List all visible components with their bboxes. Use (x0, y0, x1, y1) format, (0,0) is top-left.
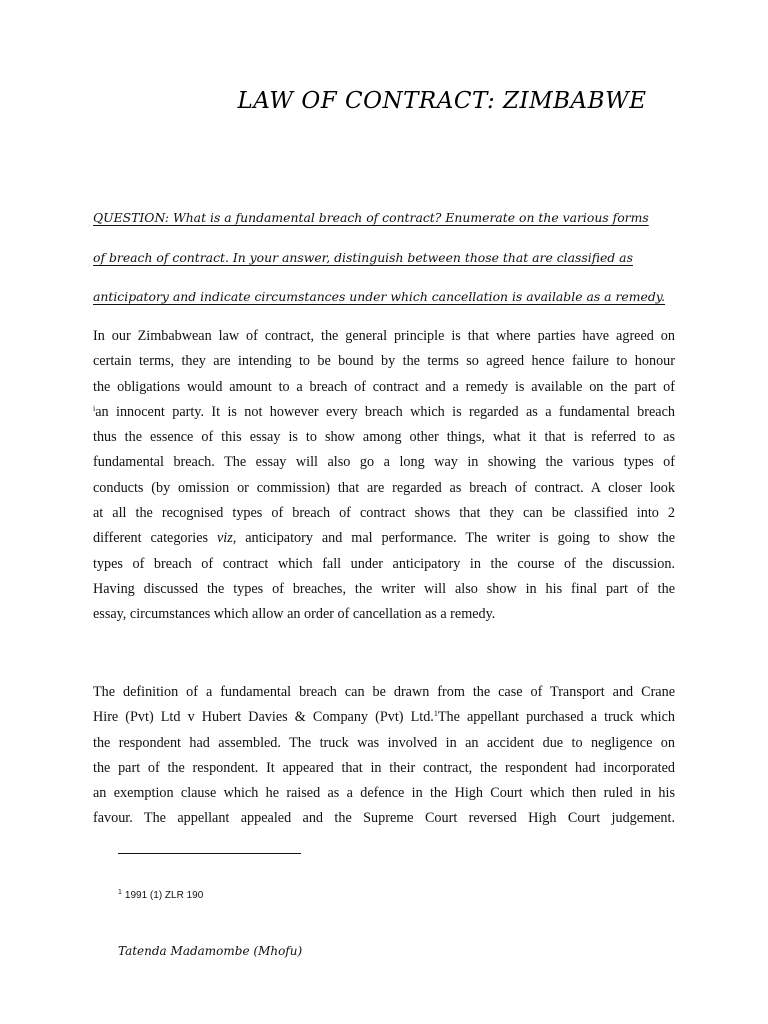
paragraph-line: $^i$an innocent party. It is not however every breach which is regarded as a fundamental breach (93, 403, 675, 420)
endnote-marker: i (93, 403, 96, 413)
question-line: QUESTION: What is a fundamental breach of contract? Enumerate on the various forms (93, 210, 649, 225)
footnote-reference[interactable]: 1 (433, 709, 438, 719)
paragraph-line: the part of the respondent. It appeared that in their contract, the respondent had incorporated (93, 759, 675, 776)
paragraph-line: favour. The appellant appealed and the Supreme Court reversed High Court judgement. (93, 810, 675, 827)
footnote-text: 1991 (1) ZLR 190 (124, 890, 204, 901)
footnote (118, 890, 203, 901)
definition-paragraph (93, 680, 675, 832)
paragraph-line: the respondent had assembled. The truck was involved in an accident due to negligence on (93, 734, 675, 751)
document-title: LAW OF CONTRACT: ZIMBABWE (237, 88, 647, 114)
paragraph-line: at all the recognised types of breach of contract shows that they can be classified into 2 (93, 505, 675, 522)
intro-paragraph (93, 324, 675, 628)
paragraph-line: The definition of a fundamental breach can be drawn from the case of Transport and Crane (93, 684, 675, 700)
paragraph-line: conducts (by omission or commission) that are regarded as breach of contract. A closer look (93, 479, 675, 496)
paragraph-line: the obligations would amount to a breach of contract and a remedy is available on the part of (93, 378, 675, 395)
author-name: Tatenda Madamombe (Mhofu) (118, 944, 303, 958)
paragraph-line: thus the essence of this essay is to show among other things, what it that is referred to as (93, 429, 675, 446)
question-block (93, 198, 683, 317)
italic-term: viz, (216, 530, 237, 547)
footnote-number: 1 (118, 889, 122, 896)
paragraph-line: an exemption clause which he raised as a defence in the High Court which then ruled in his (93, 785, 675, 802)
footnote-separator (118, 853, 301, 854)
paragraph-line: Having discussed the types of breaches, the writer will also show in his final part of the (93, 580, 675, 597)
paragraph-line: Hire (Pvt) Ltd v Hubert Davies & Company (Pvt) Ltd.$^1$The appellant purchased a truck which (93, 709, 675, 726)
paragraph-line: essay, circumstances which allow an order of cancellation as a remedy. (93, 606, 496, 623)
question-line: of breach of contract. In your answer, distinguish between those that are classified as (93, 249, 633, 265)
paragraph-line: fundamental breach. The essay will also go a long way in showing the various types of (93, 454, 675, 471)
paragraph-line: certain terms, they are intending to be bound by the terms so agreed hence failure to honour (93, 353, 675, 370)
question-line: anticipatory and indicate circumstances under which cancellation is available as a remedy. (93, 289, 666, 304)
paragraph-line: In our Zimbabwean law of contract, the general principle is that where parties have agreed on (93, 328, 675, 344)
paragraph-line: types of breach of contract which fall under anticipatory in the course of the discussion. (93, 555, 675, 572)
paragraph-line: different categories viz, anticipatory and mal performance. The writer is going to show the (93, 530, 675, 547)
